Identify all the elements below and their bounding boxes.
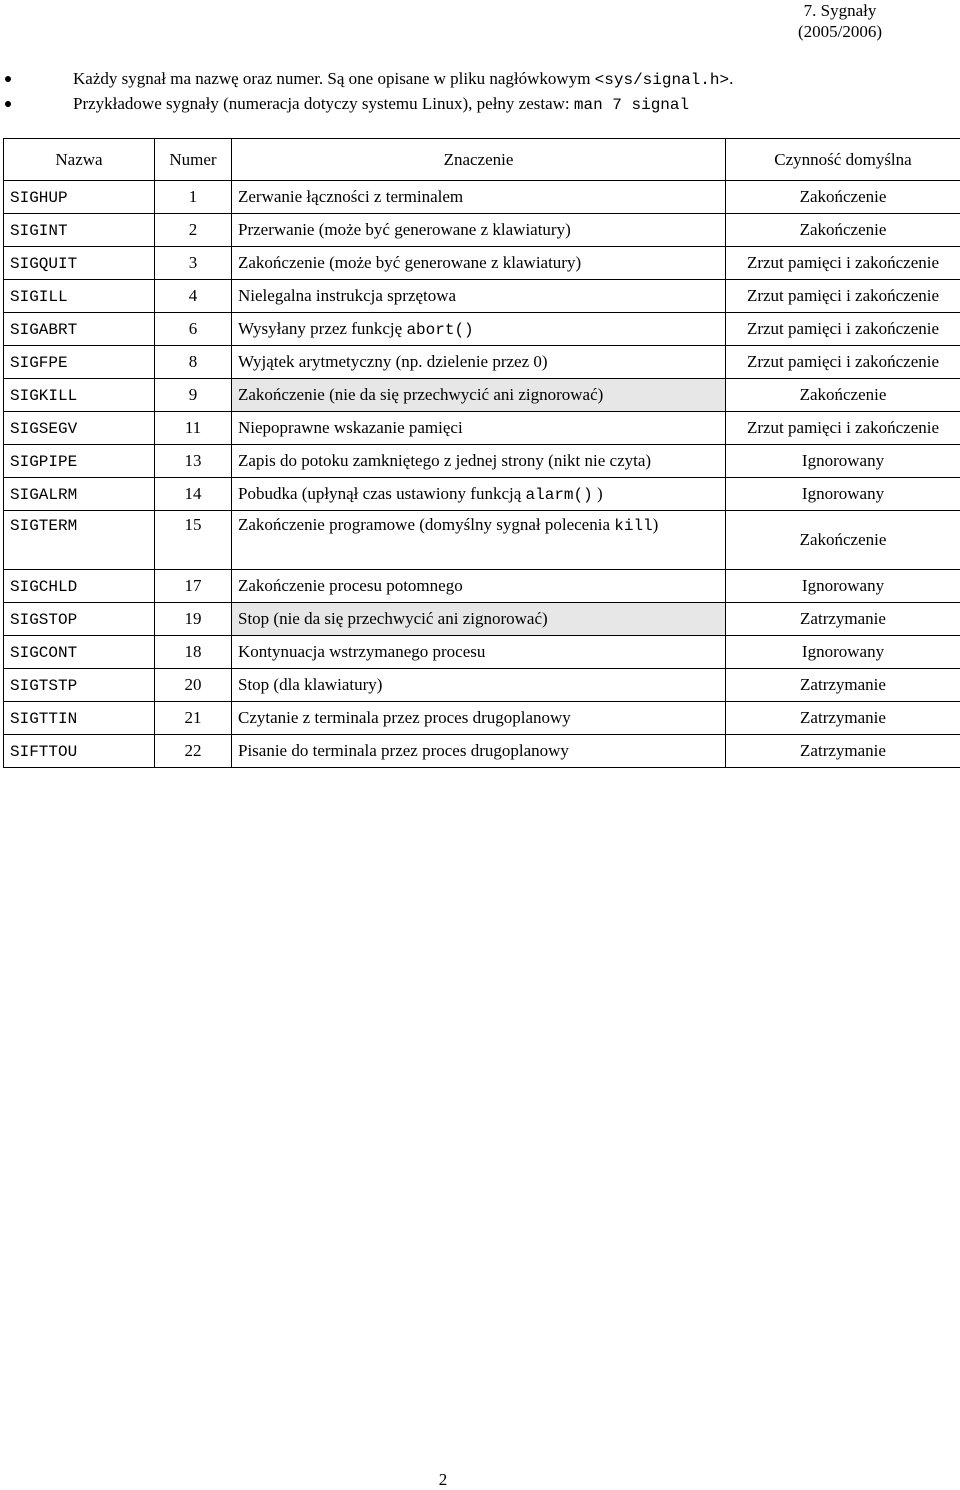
default-action-cell — [726, 478, 960, 511]
table-row — [4, 511, 960, 570]
signal-meaning: Pisanie do terminala przez proces drugoplanowy — [238, 741, 569, 760]
default-action-cell — [726, 214, 960, 247]
default-action: Zakończenie — [800, 220, 887, 239]
table-row — [4, 181, 960, 214]
signal-number-cell — [155, 346, 232, 379]
signal-name: SIGABRT — [10, 321, 77, 339]
signal-meaning: Zakończenie (może być generowane z klawiatury) — [238, 253, 581, 272]
signal-name-cell — [4, 280, 155, 313]
table-row — [4, 346, 960, 379]
signal-number-cell — [155, 379, 232, 412]
signal-name-cell — [4, 669, 155, 702]
bullet-item — [0, 68, 960, 93]
signal-meaning-cell — [232, 702, 726, 735]
table-row — [4, 379, 960, 412]
signal-number: 21 — [185, 708, 202, 727]
signal-meaning-cell — [232, 636, 726, 669]
signal-meaning: Zakończenie procesu potomnego — [238, 576, 463, 595]
default-action-cell — [726, 636, 960, 669]
default-action-cell — [726, 511, 960, 570]
signal-number-cell — [155, 603, 232, 636]
signal-name: SIGTERM — [10, 517, 77, 535]
signal-meaning-cell — [232, 735, 726, 768]
signal-name: SIGALRM — [10, 486, 77, 504]
signal-meaning: Przerwanie (może być generowane z klawiatury) — [238, 220, 571, 239]
signal-number-cell — [155, 636, 232, 669]
signal-meaning-cell — [232, 346, 726, 379]
signal-name: SIGFPE — [10, 354, 68, 372]
signal-number-cell — [155, 735, 232, 768]
signal-meaning: Nielegalna instrukcja sprzętowa — [238, 286, 456, 305]
signal-number: 17 — [185, 576, 202, 595]
table-row — [4, 570, 960, 603]
signal-number: 6 — [189, 319, 198, 338]
inline-code: <sys/signal.h> — [595, 71, 729, 89]
default-action-cell — [726, 247, 960, 280]
signal-meaning-suffix: ) — [653, 515, 659, 534]
chapter-title: 7. Sygnały — [798, 0, 882, 21]
signal-number-cell — [155, 412, 232, 445]
signal-meaning-cell — [232, 445, 726, 478]
signal-number-cell — [155, 478, 232, 511]
signals-table — [3, 138, 960, 768]
signal-meaning-cell — [232, 214, 726, 247]
signal-meaning-cell — [232, 511, 726, 570]
signal-number-cell — [155, 280, 232, 313]
signal-number: 11 — [185, 418, 201, 437]
signal-number: 8 — [189, 352, 198, 371]
signal-meaning: Zakończenie (nie da się przechwycić ani zignorować) — [238, 385, 603, 404]
signal-name-cell — [4, 445, 155, 478]
default-action-cell — [726, 313, 960, 346]
signal-meaning: Pobudka (upłynął czas ustawiony funkcją — [238, 484, 526, 503]
table-row — [4, 669, 960, 702]
signal-meaning-cell — [232, 570, 726, 603]
page-number: 2 — [0, 1470, 886, 1490]
bullet-list — [0, 68, 960, 118]
signal-meaning-cell — [232, 313, 726, 346]
signal-meaning-cell — [232, 379, 726, 412]
signal-number-cell — [155, 511, 232, 570]
table-row — [4, 603, 960, 636]
signal-number-cell — [155, 247, 232, 280]
table-row — [4, 313, 960, 346]
default-action-cell — [726, 346, 960, 379]
signal-number-cell — [155, 181, 232, 214]
default-action: Zatrzymanie — [800, 741, 886, 760]
inline-code: alarm() — [526, 486, 593, 504]
signal-number: 2 — [189, 220, 198, 239]
default-action: Zatrzymanie — [800, 675, 886, 694]
default-action: Zrzut pamięci i zakończenie — [747, 319, 939, 338]
signal-meaning-cell — [232, 603, 726, 636]
table-row — [4, 478, 960, 511]
default-action: Zrzut pamięci i zakończenie — [747, 352, 939, 371]
table-row — [4, 445, 960, 478]
signal-meaning-cell — [232, 247, 726, 280]
column-header-default-action: Czynność domyślna — [726, 139, 960, 181]
signal-name-cell — [4, 603, 155, 636]
signal-meaning: Kontynuacja wstrzymanego procesu — [238, 642, 485, 661]
signal-name-cell — [4, 181, 155, 214]
page-header — [798, 0, 882, 42]
signal-name-cell — [4, 214, 155, 247]
signal-name: SIGILL — [10, 288, 68, 306]
default-action: Zakończenie — [800, 385, 887, 404]
signal-name-cell — [4, 412, 155, 445]
signal-meaning: Zakończenie programowe (domyślny sygnał polecenia — [238, 515, 614, 534]
signal-name-cell — [4, 511, 155, 570]
default-action: Zrzut pamięci i zakończenie — [747, 253, 939, 272]
signal-number: 15 — [185, 515, 202, 534]
default-action-cell — [726, 669, 960, 702]
signal-meaning-cell — [232, 669, 726, 702]
signal-number: 19 — [185, 609, 202, 628]
signal-name-cell — [4, 735, 155, 768]
signal-number: 18 — [185, 642, 202, 661]
default-action: Zatrzymanie — [800, 708, 886, 727]
default-action: Ignorowany — [802, 642, 884, 661]
default-action: Ignorowany — [802, 576, 884, 595]
table-row — [4, 636, 960, 669]
default-action-cell — [726, 603, 960, 636]
signal-meaning: Wysyłany przez funkcję — [238, 319, 406, 338]
signal-number: 22 — [185, 741, 202, 760]
table-body — [4, 181, 960, 768]
signal-meaning-cell — [232, 478, 726, 511]
signal-name: SIGTSTP — [10, 677, 77, 695]
default-action-cell — [726, 735, 960, 768]
inline-code: kill — [614, 517, 652, 535]
signal-name-cell — [4, 247, 155, 280]
default-action-cell — [726, 445, 960, 478]
default-action: Zatrzymanie — [800, 609, 886, 628]
signal-number: 3 — [189, 253, 198, 272]
signal-meaning: Zerwanie łączności z terminalem — [238, 187, 463, 206]
table-row — [4, 214, 960, 247]
signal-name: SIFTTOU — [10, 743, 77, 761]
signal-number-cell — [155, 214, 232, 247]
signal-number-cell — [155, 313, 232, 346]
default-action: Ignorowany — [802, 451, 884, 470]
table-row — [4, 247, 960, 280]
default-action: Zrzut pamięci i zakończenie — [747, 286, 939, 305]
signal-meaning-cell — [232, 181, 726, 214]
signal-meaning: Niepoprawne wskazanie pamięci — [238, 418, 463, 437]
default-action: Ignorowany — [802, 484, 884, 503]
signal-name-cell — [4, 379, 155, 412]
signal-meaning: Czytanie z terminala przez proces drugoplanowy — [238, 708, 571, 727]
default-action-cell — [726, 412, 960, 445]
signal-meaning-cell — [232, 280, 726, 313]
signal-name-cell — [4, 636, 155, 669]
table-row — [4, 702, 960, 735]
default-action-cell — [726, 181, 960, 214]
signal-number-cell — [155, 570, 232, 603]
signal-meaning: Stop (dla klawiatury) — [238, 675, 382, 694]
signal-number: 9 — [189, 385, 198, 404]
signal-name-cell — [4, 702, 155, 735]
bullet-item — [0, 93, 960, 118]
bullet-dot-icon — [5, 76, 11, 82]
default-action: Zrzut pamięci i zakończenie — [747, 418, 939, 437]
academic-year: (2005/2006) — [798, 21, 882, 42]
signal-number-cell — [155, 702, 232, 735]
signal-name: SIGTTIN — [10, 710, 77, 728]
default-action-cell — [726, 570, 960, 603]
table-row — [4, 735, 960, 768]
signal-meaning-cell — [232, 412, 726, 445]
signal-number: 1 — [189, 187, 198, 206]
signal-number: 14 — [185, 484, 202, 503]
signal-name-cell — [4, 313, 155, 346]
column-header-meaning: Znaczenie — [232, 139, 726, 181]
bullet-text: Przykładowe sygnały (numeracja dotyczy systemu Linux), pełny zestaw: man 7 signal — [73, 93, 689, 116]
signal-number: 4 — [189, 286, 198, 305]
signal-meaning-suffix: ) — [593, 484, 603, 503]
bullet-dot-icon — [5, 101, 11, 107]
default-action: Zakończenie — [800, 187, 887, 206]
default-action-cell — [726, 280, 960, 313]
table-row — [4, 280, 960, 313]
default-action: Zakończenie — [800, 530, 887, 549]
bullet-text: Każdy sygnał ma nazwę oraz numer. Są one opisane w pliku nagłówkowym <sys/signal.h>. — [73, 68, 733, 91]
signal-name: SIGHUP — [10, 189, 68, 207]
signal-name: SIGQUIT — [10, 255, 77, 273]
signal-name-cell — [4, 346, 155, 379]
signal-name: SIGPIPE — [10, 453, 77, 471]
signal-name: SIGCONT — [10, 644, 77, 662]
default-action-cell — [726, 379, 960, 412]
signal-meaning: Wyjątek arytmetyczny (np. dzielenie przez 0) — [238, 352, 548, 371]
signal-name: SIGSEGV — [10, 420, 77, 438]
signal-meaning: Zapis do potoku zamkniętego z jednej strony (nikt nie czyta) — [238, 451, 651, 470]
signal-name-cell — [4, 570, 155, 603]
signal-number: 20 — [185, 675, 202, 694]
signal-name: SIGSTOP — [10, 611, 77, 629]
signal-number: 13 — [185, 451, 202, 470]
table-header-row — [4, 139, 960, 181]
signal-name: SIGKILL — [10, 387, 77, 405]
column-header-name: Nazwa — [4, 139, 155, 181]
inline-code: abort() — [406, 321, 473, 339]
column-header-number: Numer — [155, 139, 232, 181]
signal-name: SIGINT — [10, 222, 68, 240]
table-row — [4, 412, 960, 445]
signal-meaning: Stop (nie da się przechwycić ani zignorować) — [238, 609, 548, 628]
inline-code: man 7 signal — [574, 96, 689, 114]
default-action-cell — [726, 702, 960, 735]
signal-number-cell — [155, 445, 232, 478]
signal-name-cell — [4, 478, 155, 511]
signal-name: SIGCHLD — [10, 578, 77, 596]
signal-number-cell — [155, 669, 232, 702]
